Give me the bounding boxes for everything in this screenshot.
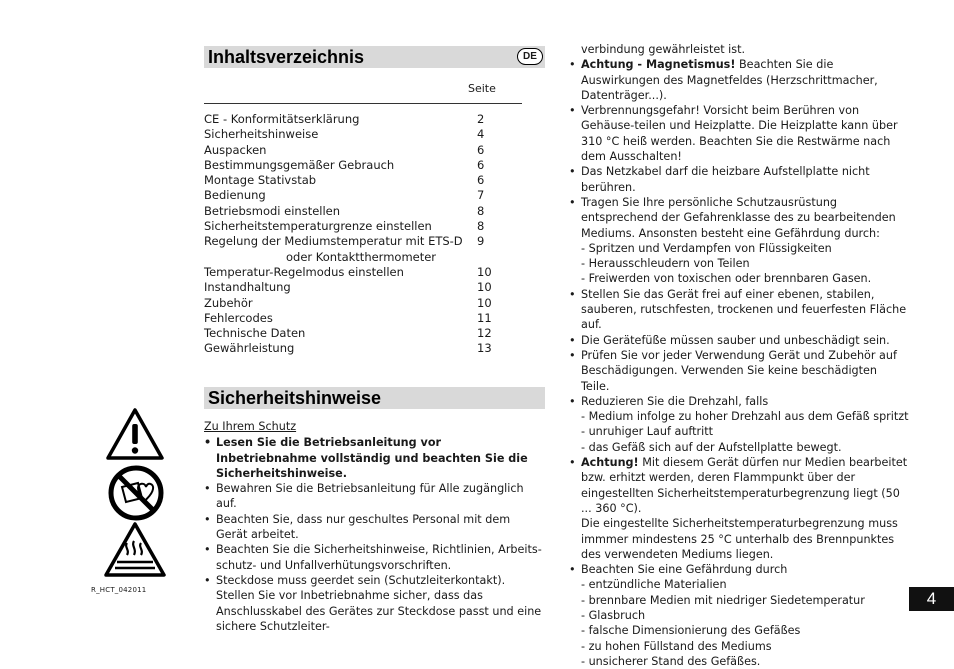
safety-header (204, 387, 545, 409)
toc-page-column-header: Seite (468, 82, 496, 95)
toc-entry-continuation: oder Kontaktthermometer (286, 249, 437, 264)
toc-entry[interactable]: CE - Konformitätserklärung 2 (204, 112, 485, 126)
safety-item: • Bewahren Sie die Betriebsanleitung für Alle zugänglich auf. (204, 482, 524, 511)
toc-header (204, 46, 545, 68)
safety-item-continuation: Stellen Sie vor Inbetriebnahme sicher, dass das Anschlusskabel des Gerätes zur Steckdose passt und eine sichere Schutzleiter- (216, 589, 542, 633)
toc-entry[interactable]: Sicherheitshinweise 4 (204, 127, 485, 142)
toc-entry[interactable]: Regelung der Mediumstemperatur mit ETS-D 9 (204, 234, 485, 249)
toc-entry[interactable]: Sicherheitstemperaturgrenze einstellen 8 (204, 219, 485, 234)
page-number: 4 (909, 587, 954, 611)
hazard-list: - entzündliche Materialien - brennbare Medien mit niedriger Siedetemperatur - Glasbruch - falsche Dimensionierung des Gefäßes - zu hohen Füllstand des Mediums - unsicherer Stand des Gefäßes. (581, 578, 865, 668)
safety-item: • Verbrennungsgefahr! Vorsicht beim Berühren von Gehäuse-teilen und Heizplatte. Die Heizplatte kann über 310 °C heiß werden. Beachten Sie die Restwärme nach dem Ausschalten! (569, 104, 898, 164)
toc-list (204, 112, 504, 357)
toc-entry[interactable]: Auspacken 6 (204, 142, 485, 157)
safety-item: • Beachten Sie eine Gefährdung durch (569, 563, 788, 577)
toc-entry[interactable]: Montage Stativstab 6 (204, 173, 485, 188)
safety-item: • Beachten Sie, dass nur geschultes Personal mit dem Gerät arbeitet. (204, 512, 511, 542)
toc-entry[interactable]: Fehlercodes 11 (204, 310, 492, 325)
toc-title: Inhaltsverzeichnis (208, 47, 365, 67)
safety-item-achtung-extra: Die eingestellte Sicherheitstemperaturbegrenzung muss immmer mindestens 25 °C unterhalb des Brennpunktes des verwendeten Mediums liegen. (581, 517, 898, 561)
language-badge: DE (517, 48, 543, 65)
toc-entry[interactable]: Technische Daten 12 (204, 326, 492, 341)
toc-entry[interactable]: Bedienung 7 (204, 188, 485, 203)
hazard-list: - Medium infolge zu hoher Drehzahl aus dem Gefäß spritzt - unruhiger Lauf auftritt - das Gefäß sich auf der Aufstellplatte bewegt. (581, 410, 909, 454)
safety-item: • Das Netzkabel darf die heizbare Aufstellplatte nicht berühren. (569, 165, 870, 194)
toc-entry[interactable]: Bestimmungsgemäßer Gebrauch 6 (204, 157, 485, 172)
toc-entry[interactable]: Gewährleistung 13 (204, 341, 492, 356)
safety-item: • Die Gerätefüße müssen sauber und unbeschädigt sein. (569, 333, 890, 347)
hazard-list: - Spritzen und Verdampfen von Flüssigkeiten - Herausschleudern von Teilen - Freiwerden von toxischen oder brennbaren Gasen. (581, 241, 872, 286)
safety-item: • Beachten Sie die Sicherheitshinweise, Richtlinien, Arbeits-schutz- und Unfallverhütungsvorschriften. (204, 543, 542, 572)
safety-item-achtung: • Achtung! Mit diesem Gerät dürfen nur Medien bearbeitet bzw. erhitzt werden, deren Flammpunkt über der eingestellten Sicherheitstemperaturbegrenzung liegt (50 ... 360 °C). (569, 456, 908, 515)
safety-subheading: Zu Ihrem Schutz (204, 420, 297, 433)
safety-title: Sicherheitshinweise (208, 388, 382, 408)
safety-item: • Prüfen Sie vor jeder Verwendung Gerät und Zubehör auf Beschädigungen. Verwenden Sie keine beschädigten Teile. (569, 348, 897, 393)
hot-surface-icon (103, 521, 167, 578)
safety-left-column (204, 419, 544, 634)
safety-item: • Stellen Sie das Gerät frei auf einer ebenen, stabilen, sauberen, rutschfesten, trockenen und feuerfesten Fläche auf. (569, 287, 907, 332)
safety-item: • Reduzieren Sie die Drehzahl, falls (569, 394, 769, 408)
safety-item: • Steckdose muss geerdet sein (Schutzleiterkontakt). (204, 573, 506, 587)
warning-triangle-icon (105, 407, 165, 461)
toc-divider (204, 103, 522, 104)
toc-entry[interactable]: Betriebsmodi einstellen 8 (204, 203, 485, 218)
safety-item: • Achtung - Magnetismus! Beachten Sie die Auswirkungen des Magnetfeldes (Herzschrittmacher, Datenträger...). (569, 58, 878, 102)
safety-item: • Lesen Sie die Betriebsanleitung vor Inbetriebnahme vollständig und beachten Sie die Sicherheitshinweise. (204, 436, 528, 480)
safety-item: • Tragen Sie Ihre persönliche Schutzausrüstung entsprechend der Gefahrenklasse des zu bearbeitenden Mediums. Ansonsten besteht eine Gefährdung durch: (569, 195, 896, 240)
toc-entry[interactable]: Temperatur-Regelmodus einstellen 10 (204, 264, 492, 279)
toc-entry[interactable]: Instandhaltung 10 (204, 280, 492, 295)
safety-right-column (569, 42, 909, 669)
continuation-text: verbindung gewährleistet ist. (581, 43, 746, 56)
no-pacemaker-icon (108, 465, 164, 521)
document-code: R_HCT_042011 (91, 586, 147, 594)
toc-entry[interactable]: Zubehör 10 (204, 295, 492, 310)
